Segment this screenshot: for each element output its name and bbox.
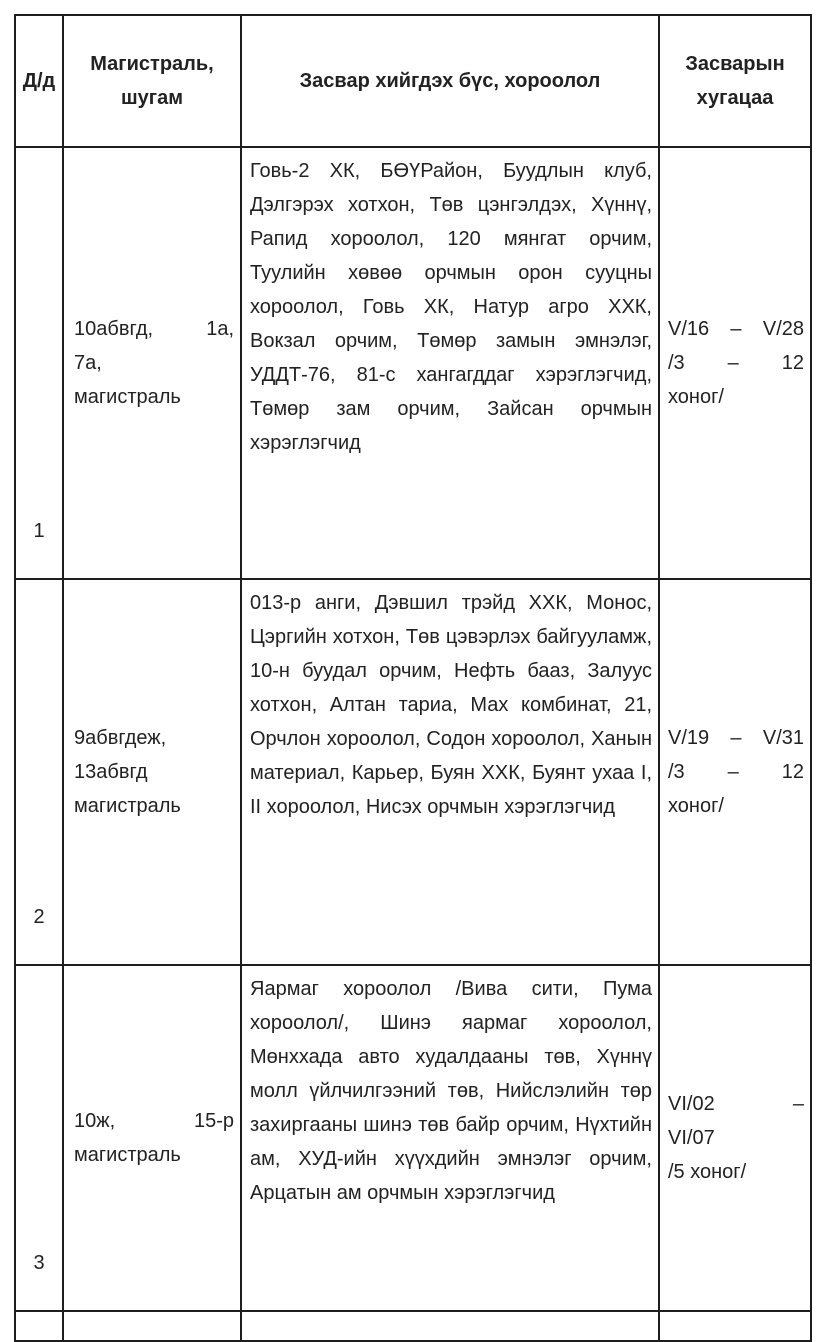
time-text: /3 – 12: [668, 761, 804, 783]
header-line: [63, 15, 241, 147]
time-text: V/19 – V/31: [668, 727, 804, 749]
area-cell: [241, 579, 659, 965]
repair-schedule-table: [14, 14, 812, 1342]
time-text: хоног/: [668, 795, 724, 817]
header-area: [241, 15, 659, 147]
table-row: [15, 965, 811, 1311]
area-cell: [241, 965, 659, 1311]
area-text: Говь-2 ХК, БӨҮРайон, Буудлын клуб, Дэлгэрэх хотхон, Төв цэнгэлдэх, Хүннү, Рапид хороолол, 120 мянгат орчим, Туулийн хөвөө орчмын орон сууцны хороолол, Говь ХК, Натур агро ХХК, Вокзал орчим, Төмөр замын эмнэлэг, УДДТ-76, 81-с хангагддаг хэрэглэгчид, Төмөр зам орчим, Зайсан орчмын хэрэглэгчид: [250, 160, 652, 454]
header-area-label: Засвар хийгдэх бүс, хороолол: [299, 70, 601, 92]
row-number: [15, 147, 63, 579]
line-text: 10ж, 15-р: [74, 1110, 234, 1132]
area-text: 013-р анги, Дэвшил трэйд ХХК, Монос, Цэргийн хотхон, Төв цэвэрлэх байгууламж, 10-н буудал орчим, Нефть бааз, Залуус хотхон, Алтан тариа, Мах комбинат, 21, Орчлон хороолол, Содон хороолол, Ханын материал, Карьер, Буян ХХК, Буянт ухаа I, II хороолол, Нисэх орчмын хэрэглэгчид: [250, 592, 652, 818]
table-row: [15, 147, 811, 579]
time-cell: [659, 579, 811, 965]
line-text: 10абвгд, 1а,: [74, 318, 234, 340]
row-number: [15, 965, 63, 1311]
line-cell: [63, 147, 241, 579]
line-text: магистраль: [74, 1144, 181, 1166]
line-text: 13абвгд: [74, 761, 148, 783]
row-number-label: 3: [33, 1252, 45, 1274]
line-text: магистраль: [74, 386, 181, 408]
time-text: VI/02 –: [668, 1093, 804, 1115]
time-cell: [659, 147, 811, 579]
line-text: магистраль: [74, 795, 181, 817]
empty-cell: [241, 1311, 659, 1341]
line-text: 7а,: [74, 352, 102, 374]
line-cell: [63, 579, 241, 965]
area-cell: [241, 147, 659, 579]
time-text: V/16 – V/28: [668, 318, 804, 340]
row-number-label: 2: [33, 906, 45, 928]
header-line-label: Магистраль, шугам: [90, 53, 214, 109]
time-text: хоног/: [668, 386, 724, 408]
empty-cell: [15, 1311, 63, 1341]
time-text: /3 – 12: [668, 352, 804, 374]
table-row-partial: [15, 1311, 811, 1341]
empty-cell: [63, 1311, 241, 1341]
row-number-label: 1: [33, 520, 45, 542]
row-number: [15, 579, 63, 965]
header-no: [15, 15, 63, 147]
line-text: 9абвгдеж,: [74, 727, 167, 749]
header-no-label: Д/д: [22, 70, 56, 92]
line-cell: [63, 965, 241, 1311]
header-row: [15, 15, 811, 147]
area-text: Яармаг хороолол /Вива сити, Пума хороолол/, Шинэ яармаг хороолол, Мөнххада авто худалдааны төв, Хүннү молл үйлчилгээний төв, Нийслэлийн төр захиргааны шинэ төв байр орчим, Нүхтийн ам, ХУД-ийн хүүхдийн эмнэлэг орчим, Арцатын ам орчмын хэрэглэгчид: [250, 978, 652, 1204]
time-text: /5 хоног/: [668, 1161, 747, 1183]
time-cell: [659, 965, 811, 1311]
header-time: [659, 15, 811, 147]
table-row: [15, 579, 811, 965]
empty-cell: [659, 1311, 811, 1341]
time-text: VI/07: [668, 1127, 715, 1149]
header-time-label: Засварын хугацаа: [685, 53, 785, 109]
